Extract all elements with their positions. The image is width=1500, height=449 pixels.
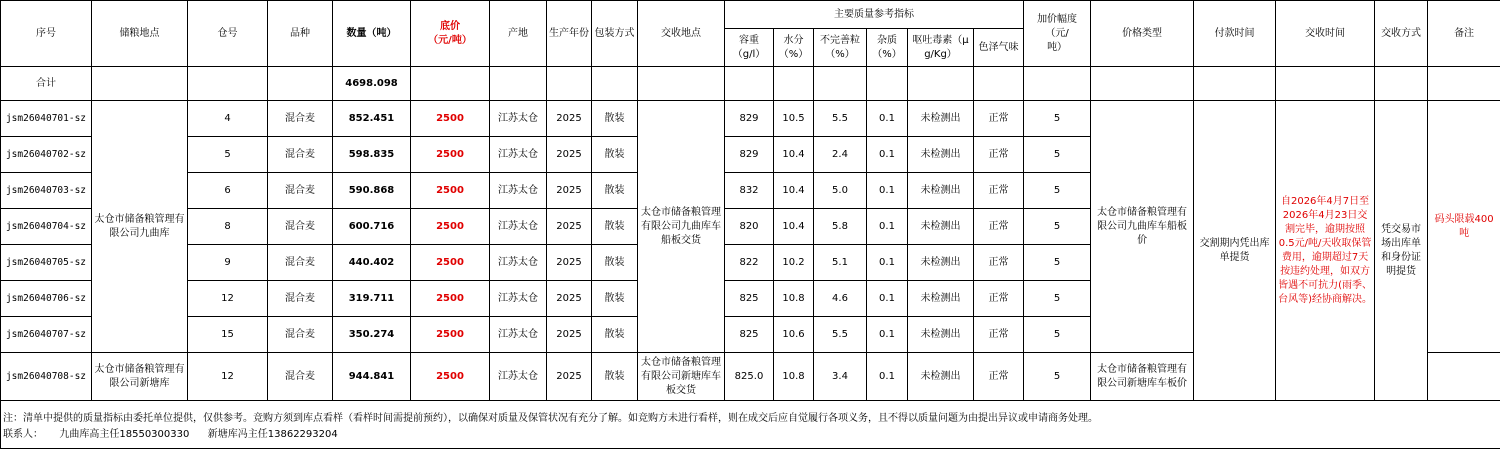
row-year: 2025 [547, 281, 592, 317]
header-toxin-line1: 呕吐毒素（μ [912, 34, 969, 46]
header-markup-line1: 加价幅度（元/ [1037, 13, 1078, 39]
total-quantity: 4698.098 [333, 67, 411, 101]
row-year: 2025 [547, 353, 592, 401]
table-row [1, 101, 1500, 137]
row-price: 2500 [411, 353, 490, 401]
row-variety: 混合麦 [268, 245, 333, 281]
row-color: 正常 [974, 173, 1024, 209]
header-impurity [867, 29, 908, 67]
row-toxin: 未检测出 [908, 209, 974, 245]
header-remark: 备注 [1428, 1, 1500, 67]
row-impurity: 0.1 [867, 173, 908, 209]
delivery-place-jiuqu: 太仓市储备粮管理有限公司九曲库车船板交货 [638, 101, 725, 353]
row-origin: 江苏太仓 [490, 245, 547, 281]
row-markup: 5 [1024, 281, 1091, 317]
row-quantity: 852.451 [333, 101, 411, 137]
row-density: 825.0 [725, 353, 774, 401]
row-warehouse: 5 [188, 137, 268, 173]
row-warehouse: 6 [188, 173, 268, 209]
row-origin: 江苏太仓 [490, 209, 547, 245]
row-seq: jsm26040703-sz [1, 173, 92, 209]
row-variety: 混合麦 [268, 353, 333, 401]
footnote [1, 401, 1500, 449]
row-origin: 江苏太仓 [490, 281, 547, 317]
row-impurity: 0.1 [867, 353, 908, 401]
contact-line [3, 427, 1496, 443]
row-imperfect: 3.4 [814, 353, 867, 401]
row-markup: 5 [1024, 353, 1091, 401]
header-imperfect-line2: （%） [825, 48, 855, 60]
row-density: 829 [725, 101, 774, 137]
row-price: 2500 [411, 101, 490, 137]
row-packing: 散装 [592, 281, 638, 317]
header-moisture-line2: （%） [778, 48, 809, 60]
row-toxin: 未检测出 [908, 137, 974, 173]
row-density: 822 [725, 245, 774, 281]
row-variety: 混合麦 [268, 173, 333, 209]
row-year: 2025 [547, 317, 592, 353]
remark: 码头限载400吨 [1428, 101, 1500, 353]
row-toxin: 未检测出 [908, 173, 974, 209]
row-warehouse: 12 [188, 353, 268, 401]
header-moisture-line1: 水分 [783, 34, 804, 46]
row-warehouse: 12 [188, 281, 268, 317]
header-year: 生产年份 [547, 1, 592, 67]
row-imperfect: 2.4 [814, 137, 867, 173]
header-delivery-method: 交收方式 [1375, 1, 1428, 67]
price-type-jiuqu: 太仓市储备粮管理有限公司九曲库车船板价 [1091, 101, 1194, 353]
header-quality-group: 主要质量参考指标 [725, 1, 1024, 29]
row-quantity: 600.716 [333, 209, 411, 245]
row-packing: 散装 [592, 173, 638, 209]
header-warehouse: 仓号 [188, 1, 268, 67]
pay-time: 交割期内凭出库单提货 [1194, 101, 1276, 401]
header-quantity: 数量（吨） [333, 1, 411, 67]
header-impurity-line2: （%） [872, 48, 902, 60]
row-variety: 混合麦 [268, 209, 333, 245]
header-imperfect-line1: 不完善粒 [820, 34, 860, 46]
row-year: 2025 [547, 137, 592, 173]
row-density: 825 [725, 317, 774, 353]
row-moisture: 10.8 [774, 281, 814, 317]
row-packing: 散装 [592, 209, 638, 245]
row-seq: jsm26040702-sz [1, 137, 92, 173]
header-markup-line2: 吨） [1047, 41, 1068, 53]
row-year: 2025 [547, 245, 592, 281]
row-origin: 江苏太仓 [490, 101, 547, 137]
row-markup: 5 [1024, 317, 1091, 353]
row-impurity: 0.1 [867, 317, 908, 353]
row-moisture: 10.4 [774, 173, 814, 209]
row-density: 820 [725, 209, 774, 245]
row-year: 2025 [547, 173, 592, 209]
contact-xintang: 新塘库冯主任13862293204 [207, 429, 338, 440]
header-toxin [908, 29, 974, 67]
row-color: 正常 [974, 317, 1024, 353]
row-seq: jsm26040704-sz [1, 209, 92, 245]
header-price-type: 价格类型 [1091, 1, 1194, 67]
header-origin: 产地 [490, 1, 547, 67]
row-price: 2500 [411, 245, 490, 281]
row-toxin: 未检测出 [908, 281, 974, 317]
header-density-line2: （g/l） [732, 48, 766, 60]
header-price-line1: 底价 [440, 20, 460, 32]
row-seq: jsm26040705-sz [1, 245, 92, 281]
row-warehouse: 8 [188, 209, 268, 245]
row-toxin: 未检测出 [908, 317, 974, 353]
header-pay-time: 付款时间 [1194, 1, 1276, 67]
row-impurity: 0.1 [867, 101, 908, 137]
row-moisture: 10.8 [774, 353, 814, 401]
row-imperfect: 5.8 [814, 209, 867, 245]
delivery-time: 自2026年4月7日至2026年4月23日交割完毕，逾期按照0.5元/吨/天收取保管费用，逾期超过7天按违约处理，如双方皆遇不可抗力(雨季、台风等)经协商解决。 [1276, 101, 1375, 401]
row-price: 2500 [411, 137, 490, 173]
row-imperfect: 5.1 [814, 245, 867, 281]
row-quantity: 440.402 [333, 245, 411, 281]
note-text: 注：清单中提供的质量指标由委托单位提供，仅供参考。竞购方须到库点看样（看样时间需提前预约），以确保对质量及保管状况有充分了解。如竞购方未进行看样，则在成交后应自觉履行各项义务，且不得以质量问题为由提出异议或申请商务处理。 [3, 413, 1098, 424]
location-xintang: 太仓市储备粮管理有限公司新塘库 [92, 353, 188, 401]
header-markup [1024, 1, 1091, 67]
row-variety: 混合麦 [268, 101, 333, 137]
row-moisture: 10.4 [774, 209, 814, 245]
total-label: 合计 [1, 67, 92, 101]
row-warehouse: 9 [188, 245, 268, 281]
row-imperfect: 4.6 [814, 281, 867, 317]
header-toxin-line2: g/Kg） [924, 48, 957, 60]
row-impurity: 0.1 [867, 209, 908, 245]
row-packing: 散装 [592, 137, 638, 173]
row-toxin: 未检测出 [908, 353, 974, 401]
row-markup: 5 [1024, 137, 1091, 173]
row-seq: jsm26040708-sz [1, 353, 92, 401]
row-warehouse: 15 [188, 317, 268, 353]
row-variety: 混合麦 [268, 281, 333, 317]
price-type-xintang: 太仓市储备粮管理有限公司新塘库车板价 [1091, 353, 1194, 401]
row-variety: 混合麦 [268, 137, 333, 173]
row-year: 2025 [547, 101, 592, 137]
header-price [411, 1, 490, 67]
row-seq: jsm26040701-sz [1, 101, 92, 137]
header-imperfect [814, 29, 867, 67]
row-markup: 5 [1024, 173, 1091, 209]
row-warehouse: 4 [188, 101, 268, 137]
contact-jiuqu: 九曲库高主任18550300330 [59, 429, 190, 440]
row-markup: 5 [1024, 245, 1091, 281]
row-seq: jsm26040707-sz [1, 317, 92, 353]
row-density: 832 [725, 173, 774, 209]
delivery-place-xintang: 太仓市储备粮管理有限公司新塘库车板交货 [638, 353, 725, 401]
row-color: 正常 [974, 353, 1024, 401]
row-color: 正常 [974, 137, 1024, 173]
row-imperfect: 5.5 [814, 101, 867, 137]
row-quantity: 944.841 [333, 353, 411, 401]
row-moisture: 10.2 [774, 245, 814, 281]
header-seq: 序号 [1, 1, 92, 67]
row-impurity: 0.1 [867, 245, 908, 281]
row-origin: 江苏太仓 [490, 317, 547, 353]
row-toxin: 未检测出 [908, 245, 974, 281]
row-quantity: 590.868 [333, 173, 411, 209]
row-year: 2025 [547, 209, 592, 245]
delivery-method: 凭交易市场出库单和身份证明提货 [1375, 101, 1428, 401]
row-origin: 江苏太仓 [490, 137, 547, 173]
header-packing: 包装方式 [592, 1, 638, 67]
row-density: 829 [725, 137, 774, 173]
row-price: 2500 [411, 281, 490, 317]
header-color: 色泽气味 [974, 29, 1024, 67]
row-price: 2500 [411, 317, 490, 353]
header-variety: 品种 [268, 1, 333, 67]
row-markup: 5 [1024, 209, 1091, 245]
row-impurity: 0.1 [867, 281, 908, 317]
header-moisture [774, 29, 814, 67]
row-color: 正常 [974, 209, 1024, 245]
header-price-line2: （元/吨） [428, 34, 472, 46]
row-color: 正常 [974, 245, 1024, 281]
row-quantity: 319.711 [333, 281, 411, 317]
row-imperfect: 5.0 [814, 173, 867, 209]
row-moisture: 10.4 [774, 137, 814, 173]
row-packing: 散装 [592, 317, 638, 353]
row-origin: 江苏太仓 [490, 353, 547, 401]
header-location: 储粮地点 [92, 1, 188, 67]
header-density [725, 29, 774, 67]
row-color: 正常 [974, 101, 1024, 137]
row-markup: 5 [1024, 101, 1091, 137]
row-toxin: 未检测出 [908, 101, 974, 137]
location-jiuqu: 太仓市储备粮管理有限公司九曲库 [92, 101, 188, 353]
row-variety: 混合麦 [268, 317, 333, 353]
row-impurity: 0.1 [867, 137, 908, 173]
row-moisture: 10.6 [774, 317, 814, 353]
row-moisture: 10.5 [774, 101, 814, 137]
header-density-line1: 容重 [739, 34, 759, 46]
row-imperfect: 5.5 [814, 317, 867, 353]
header-delivery-place: 交收地点 [638, 1, 725, 67]
contact-label: 联系人： [3, 429, 43, 440]
header-impurity-line1: 杂质 [877, 34, 897, 46]
row-packing: 散装 [592, 245, 638, 281]
row-quantity: 598.835 [333, 137, 411, 173]
row-packing: 散装 [592, 353, 638, 401]
row-price: 2500 [411, 209, 490, 245]
row-price: 2500 [411, 173, 490, 209]
row-quantity: 350.274 [333, 317, 411, 353]
row-color: 正常 [974, 281, 1024, 317]
row-density: 825 [725, 281, 774, 317]
row-origin: 江苏太仓 [490, 173, 547, 209]
row-packing: 散装 [592, 101, 638, 137]
header-delivery-time: 交收时间 [1276, 1, 1375, 67]
row-seq: jsm26040706-sz [1, 281, 92, 317]
